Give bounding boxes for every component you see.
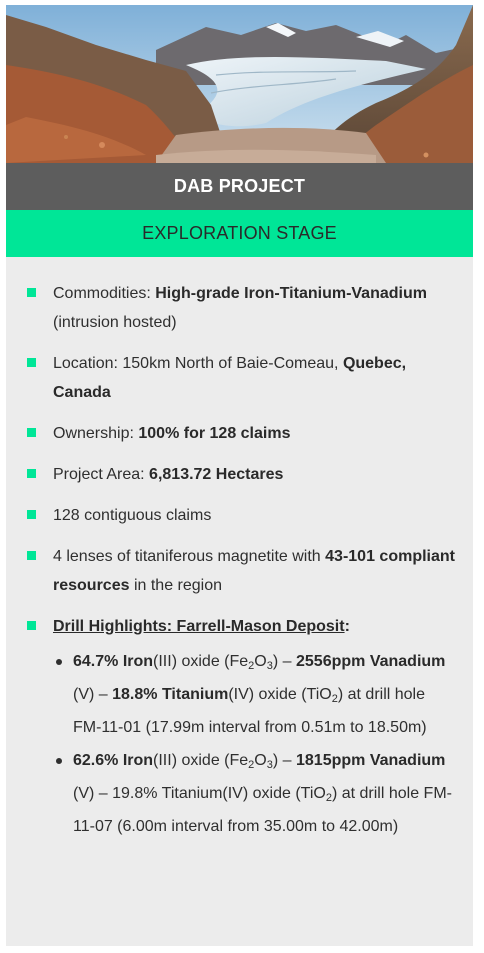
details-section	[6, 257, 473, 843]
list-item-location: Location: 150km North of Baie-Comeau, Quebec, Canada	[26, 349, 457, 407]
bullet-square-icon	[27, 358, 36, 367]
bullet-dot-icon	[56, 758, 62, 764]
drill-highlight-item: 62.6% Iron(III) oxide $(Fe_2O_3) - 1815ppm$ Vanadium (V) – 19.8% Titanium(IV) oxide (TiO$_2$) at drill hole FM-11-07 (6.00m interval from 35.00m to 42.00m)	[53, 744, 457, 843]
bullet-square-icon	[27, 288, 36, 297]
bullet-square-icon	[27, 551, 36, 560]
drill-highlights-list	[53, 645, 457, 843]
bullet-dot-icon	[56, 659, 62, 665]
list-item-drill-highlights: Drill Highlights: Farrell-Mason Deposit: 64.7% Iron(III) oxide $(Fe_2O_3) - 2556ppm$ Vanadium (V) – 18.8% Titanium(IV) oxide (TiO$_2$) at drill hole FM-11-01 (17.99m interval from 0.51m to 18.50m) 62.6% Iron(III) oxide $(Fe_2O_3) - 1815ppm$ Vanadium (V) – 19.8% Titanium(IV) oxide (TiO$_2$) at drill hole FM-11-07 (6.00m interval from 35.00m to 42.00m)	[26, 612, 457, 843]
stage-banner: EXPLORATION STAGE	[6, 210, 473, 257]
project-title: DAB PROJECT	[6, 163, 473, 210]
drill-highlights-heading: Drill Highlights: Farrell-Mason Deposit	[53, 618, 345, 635]
drill-highlight-item: 64.7% Iron(III) oxide $(Fe_2O_3) - 2556ppm$ Vanadium (V) – 18.8% Titanium(IV) oxide (TiO$_2$) at drill hole FM-11-01 (17.99m interval from 0.51m to 18.50m)	[53, 645, 457, 744]
project-card	[6, 5, 473, 946]
bullet-square-icon	[27, 428, 36, 437]
list-item-lenses: 4 lenses of titaniferous magnetite with 43-101 compliant resources in the region	[26, 542, 457, 600]
glacier-landscape-image	[6, 5, 473, 163]
list-item-claims: 128 contiguous claims	[26, 501, 457, 530]
bullet-square-icon	[27, 510, 36, 519]
list-item-ownership: Ownership: 100% for 128 claims	[26, 419, 457, 448]
bullet-square-icon	[27, 469, 36, 478]
list-item-project-area: Project Area: 6,813.72 Hectares	[26, 460, 457, 489]
bullet-square-icon	[27, 621, 36, 630]
list-item-commodities: Commodities: High-grade Iron-Titanium-Vanadium (intrusion hosted)	[26, 279, 457, 337]
details-list	[26, 279, 457, 843]
